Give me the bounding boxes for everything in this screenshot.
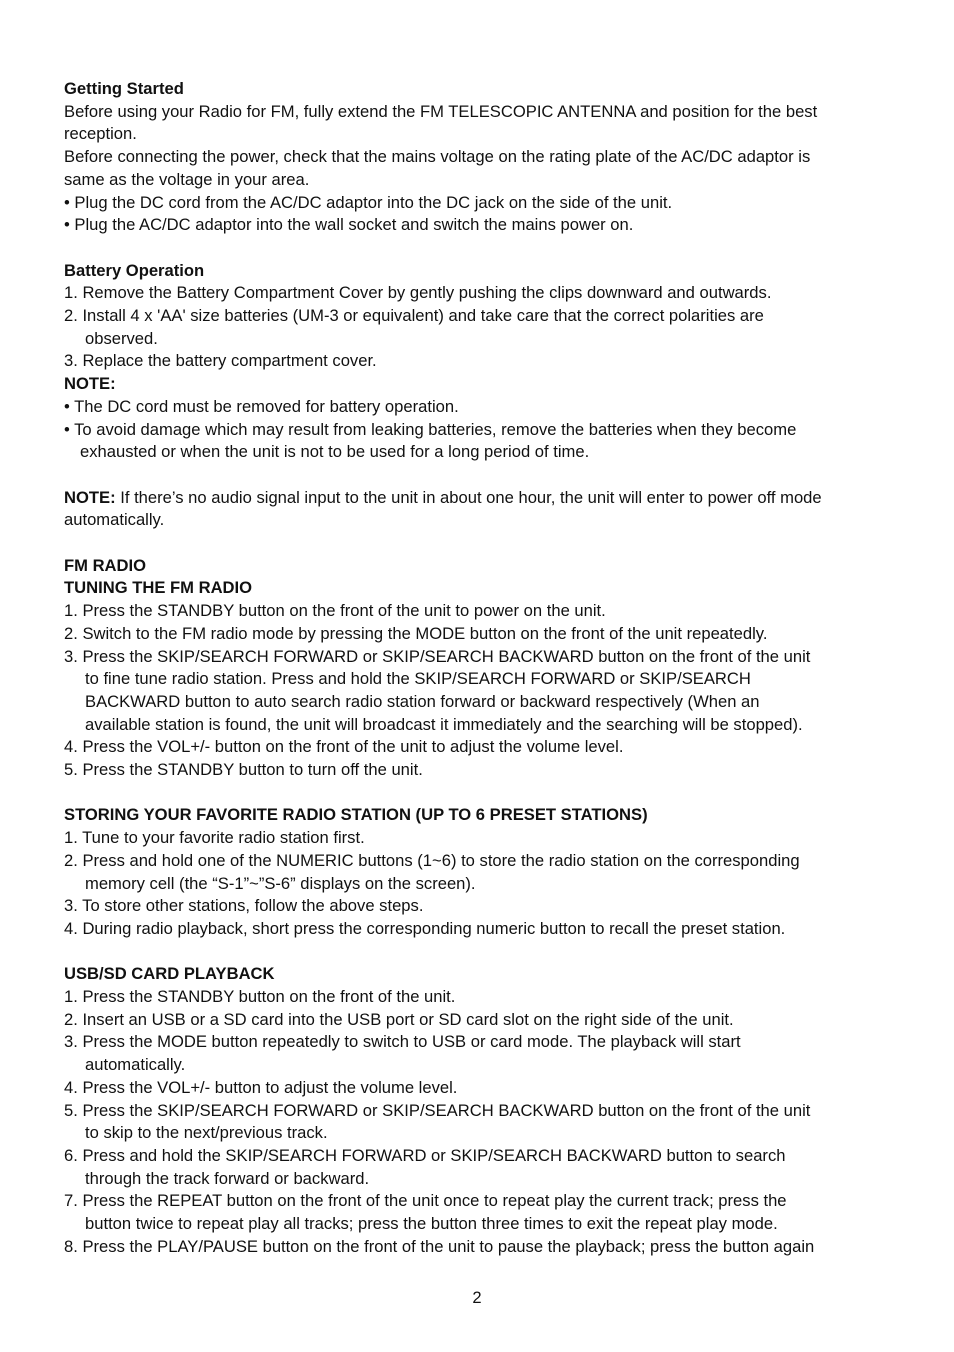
battery-step-continuation: observed. xyxy=(85,328,158,348)
presets-step: 4. During radio playback, short press the corresponding numeric button to recall the preset station. xyxy=(64,918,786,938)
battery-step: 2. Install 4 x 'AA' size batteries (UM-3 or equivalent) and take care that the correct polarities are xyxy=(64,306,764,326)
usb-sd-heading: USB/SD CARD PLAYBACK xyxy=(64,964,275,984)
usb-sd-step: 2. Insert an USB or a SD card into the USB port or SD card slot on the right side of the unit. xyxy=(64,1009,734,1029)
usb-sd-step: 8. Press the PLAY/PAUSE button on the front of the unit to pause the playback; press the button again xyxy=(64,1236,815,1256)
power-note xyxy=(64,487,894,510)
fm-step-continuation: BACKWARD button to auto search radio station forward or backward respectively (When an xyxy=(85,691,760,711)
presets-heading: STORING YOUR FAVORITE RADIO STATION (UP TO 6 PRESET STATIONS) xyxy=(64,805,648,825)
fm-step-continuation: available station is found, the unit will broadcast it immediately and the searching will be stopped). xyxy=(85,714,803,734)
fm-step: 5. Press the STANDBY button to turn off the unit. xyxy=(64,760,423,780)
fm-step: 4. Press the VOL+/- button on the front of the unit to adjust the volume level. xyxy=(64,737,624,757)
power-note-label: NOTE: xyxy=(64,487,116,507)
usb-sd-step: 4. Press the VOL+/- button to adjust the volume level. xyxy=(64,1077,458,1097)
usb-sd-step: 1. Press the STANDBY button on the front of the unit. xyxy=(64,987,456,1007)
page-number: 2 xyxy=(472,1288,482,1307)
getting-started-line: Before using your Radio for FM, fully extend the FM TELESCOPIC ANTENNA and position for the best xyxy=(64,101,818,121)
fm-step: 2. Switch to the FM radio mode by pressing the MODE button on the front of the unit repeatedly. xyxy=(64,623,768,643)
usb-sd-step-continuation: to skip to the next/previous track. xyxy=(85,1123,328,1143)
getting-started-line: reception. xyxy=(64,124,137,144)
presets-step: 3. To store other stations, follow the above steps. xyxy=(64,896,424,916)
usb-sd-step: 5. Press the SKIP/SEARCH FORWARD or SKIP/SEARCH BACKWARD button on the front of the unit xyxy=(64,1100,811,1120)
battery-note-label: NOTE: xyxy=(64,374,116,394)
battery-step: 1. Remove the Battery Compartment Cover by gently pushing the clips downward and outwards. xyxy=(64,283,772,303)
presets-step-continuation: memory cell (the “S-1”~”S-6” displays on the screen). xyxy=(85,873,476,893)
getting-started-heading: Getting Started xyxy=(64,79,184,98)
fm-step: 1. Press the STANDBY button on the front of the unit to power on the unit. xyxy=(64,601,606,621)
fm-step: 3. Press the SKIP/SEARCH FORWARD or SKIP/SEARCH BACKWARD button on the front of the unit xyxy=(64,646,811,666)
getting-started-line: Before connecting the power, check that the mains voltage on the rating plate of the AC/DC adaptor is xyxy=(64,147,811,167)
presets-step: 2. Press and hold one of the NUMERIC buttons (1~6) to store the radio station on the corresponding xyxy=(64,850,800,870)
battery-note-bullet: • The DC cord must be removed for battery operation. xyxy=(64,396,459,416)
usb-sd-step: 3. Press the MODE button repeatedly to switch to USB or card mode. The playback will start xyxy=(64,1032,741,1052)
battery-heading: Battery Operation xyxy=(64,260,205,280)
presets-step: 1. Tune to your favorite radio station first. xyxy=(64,828,365,848)
power-note-text: If there’s no audio signal input to the unit in about one hour, the unit will enter to power off mode xyxy=(115,487,822,507)
battery-note-bullet: • To avoid damage which may result from leaking batteries, remove the batteries when they become xyxy=(64,419,797,439)
fm-step-continuation: to fine tune radio station. Press and hold the SKIP/SEARCH FORWARD or SKIP/SEARCH xyxy=(85,669,751,689)
usb-sd-step-continuation: button twice to repeat play all tracks; press the button three times to exit the repeat play mode. xyxy=(85,1214,778,1234)
fm-radio-heading: FM RADIO xyxy=(64,555,147,575)
power-note-continuation: automatically. xyxy=(64,510,165,530)
usb-sd-step-continuation: automatically. xyxy=(85,1055,186,1075)
getting-started-bullet: • Plug the DC cord from the AC/DC adaptor into the DC jack on the side of the unit. xyxy=(64,192,673,212)
usb-sd-step: 7. Press the REPEAT button on the front of the unit once to repeat play the current track; press the xyxy=(64,1191,787,1211)
battery-step: 3. Replace the battery compartment cover. xyxy=(64,351,377,371)
usb-sd-step: 6. Press and hold the SKIP/SEARCH FORWARD or SKIP/SEARCH BACKWARD button to search xyxy=(64,1145,786,1165)
getting-started-line: same as the voltage in your area. xyxy=(64,169,310,189)
usb-sd-step-continuation: through the track forward or backward. xyxy=(85,1168,370,1188)
fm-tuning-subheading: TUNING THE FM RADIO xyxy=(64,578,253,598)
manual-page xyxy=(64,78,894,1258)
getting-started-bullet: • Plug the AC/DC adaptor into the wall socket and switch the mains power on. xyxy=(64,215,634,235)
battery-note-continuation: exhausted or when the unit is not to be used for a long period of time. xyxy=(80,442,590,462)
